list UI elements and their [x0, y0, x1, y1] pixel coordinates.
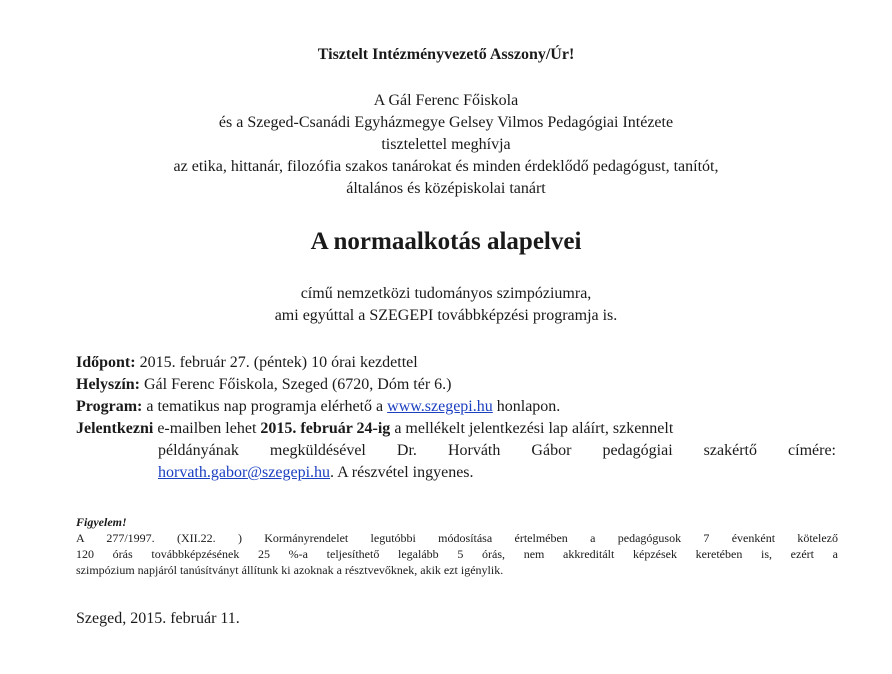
- notice-line-3: szimpózium napjáról tanúsítványt állítunk ki azoknak a résztvevőknek, akik ezt igénylik.: [76, 563, 504, 577]
- time-value: 2015. február 27. (péntek) 10 órai kezdettel: [135, 354, 418, 371]
- place-date: Szeged, 2015. február 11.: [76, 610, 240, 627]
- salutation: Tisztelt Intézményvezető Asszony/Úr!: [317, 46, 575, 63]
- subtitle-line-1: című nemzetközi tudományos szimpóziumra,: [300, 285, 592, 302]
- program-text-post: honlapon.: [492, 398, 561, 415]
- place-label: Helyszín:: [76, 376, 140, 393]
- detail-program: [76, 396, 836, 418]
- program-label: Program:: [76, 398, 143, 415]
- notice-line-1: A 277/1997. (XII.22. ) Kormányrendelet legutóbbi módosítása értelmében a pedagógusok 7 évenként kötelező: [76, 531, 838, 545]
- detail-place: [76, 374, 836, 396]
- detail-apply-line-3: [76, 462, 836, 484]
- intro-line-audience: az etika, hittanár, filozófia szakos tanárokat és minden érdeklődő pedagógust, tanítót,: [173, 158, 719, 175]
- program-text-pre: a tematikus nap programja elérhető a: [142, 398, 388, 415]
- intro-line-invites: tisztelettel meghívja: [381, 136, 511, 153]
- apply-text-pre: e-mailben lehet: [153, 420, 261, 437]
- detail-apply: [76, 418, 836, 440]
- notice-line-2: 120 órás továbbképzésének 25 %-a teljesíthető legalább 5 órás, nem akkreditált képzések keretében is, ezért a: [76, 547, 838, 561]
- subtitle-line-2: ami egyúttal a SZEGEPI továbbképzési programja is.: [274, 307, 618, 324]
- time-label: Időpont:: [76, 354, 136, 371]
- detail-apply-line-2: példányának megküldésével Dr. Horváth Gábor pedagógiai szakértő címére:: [158, 442, 836, 459]
- apply-text-post: a mellékelt jelentkezési lap aláírt, szkennelt: [390, 420, 674, 437]
- notice-block: [76, 514, 838, 578]
- intro-line-partner: és a Szeged-Csanádi Egyházmegye Gelsey Vilmos Pedagógiai Intézete: [218, 114, 674, 131]
- intro-line-institution: A Gál Ferenc Főiskola: [373, 92, 519, 109]
- intro-line-teachers: általános és középiskolai tanárt: [346, 180, 546, 197]
- detail-time: [76, 352, 836, 374]
- email-link[interactable]: horvath.gabor@szegepi.hu: [158, 464, 331, 481]
- apply-label: Jelentkezni: [76, 420, 154, 437]
- event-title: A normaalkotás alapelvei: [310, 228, 582, 255]
- intro-block: [0, 90, 892, 200]
- place-value: Gál Ferenc Főiskola, Szeged (6720, Dóm tér 6.): [140, 376, 452, 393]
- apply-end: . A részvétel ingyenes.: [330, 464, 474, 481]
- website-link[interactable]: www.szegepi.hu: [387, 398, 493, 415]
- event-details: [76, 352, 836, 484]
- apply-deadline: 2015. február 24-ig: [260, 420, 391, 437]
- subtitle-block: [0, 283, 892, 327]
- notice-title: Figyelem!: [76, 515, 127, 529]
